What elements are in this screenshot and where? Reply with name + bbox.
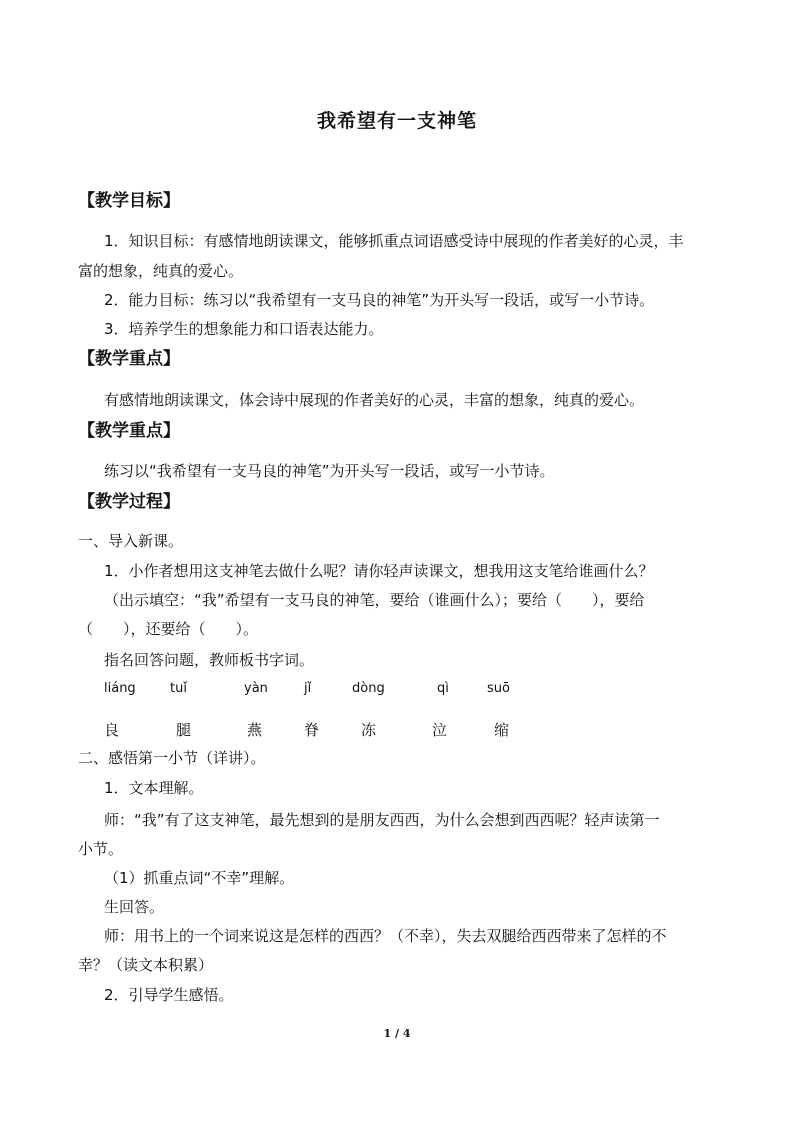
pinyin-ji: jǐ — [304, 681, 312, 696]
page-number: 1 / 4 — [383, 1027, 411, 1040]
document-title: 我希望有一支神笔 — [316, 110, 477, 132]
goal-1-line-2: 富的想象，纯真的爱心。 — [78, 262, 244, 280]
hanzi-yan: 燕 — [247, 721, 263, 739]
pinyin-qi: qì — [437, 681, 449, 696]
hanzi-qi: 泣 — [432, 721, 448, 739]
part-2-item-1: 1．文本理解。 — [104, 779, 204, 797]
hanzi-dong: 冻 — [361, 721, 377, 739]
part-2-sub-1: （1）抓重点词“不幸”理解。 — [104, 869, 295, 887]
heading-key-points-2: 【教学重点】 — [78, 421, 180, 441]
goal-2: 2．能力目标：练习以“我希望有一支马良的神笔”为开头写一段话，或写一小节诗。 — [104, 291, 655, 309]
part-1-fill-line-2: （ ），还要给（ ）。 — [78, 620, 259, 638]
pinyin-dong: dòng — [352, 681, 385, 696]
pinyin-liang: liáng — [104, 681, 136, 696]
hanzi-liang: 良 — [104, 721, 120, 739]
heading-teaching-process: 【教学过程】 — [78, 492, 180, 512]
part-1-fill-line-1: （出示填空：“我”希望有一支马良的神笔，要给（谁画什么）；要给（ ），要给 — [104, 591, 645, 609]
part-2-item-2: 2．引导学生感悟。 — [104, 986, 234, 1004]
pinyin-suo: suō — [487, 681, 510, 696]
part-2-student-answer: 生回答。 — [104, 898, 165, 916]
part-1-question: 1．小作者想用这支神笔去做什么呢？请你轻声读课文，想我用这支笔给谁画什么？ — [104, 562, 654, 580]
part-2-title: 二、感悟第一小节（详讲）。 — [78, 749, 266, 767]
heading-key-points-1: 【教学重点】 — [78, 349, 180, 369]
key-points-1-text: 有感情地朗读课文，体会诗中展现的作者美好的心灵，丰富的想象，纯真的爱心。 — [104, 391, 645, 409]
hanzi-ji: 脊 — [304, 721, 320, 739]
heading-teaching-goals: 【教学目标】 — [78, 191, 180, 211]
hanzi-suo: 缩 — [494, 721, 510, 739]
part-2-teacher-1-line-1: 师：“我”有了这支神笔，最先想到的是朋友西西，为什么会想到西西呢？轻声读第一 — [104, 811, 660, 829]
goal-1-line-1: 1．知识目标：有感情地朗读课文，能够抓重点词语感受诗中展现的作者美好的心灵，丰 — [104, 232, 684, 250]
goal-3: 3．培养学生的想象能力和口语表达能力。 — [104, 320, 384, 338]
hanzi-tui: 腿 — [176, 721, 192, 739]
part-2-teacher-2-line-2: 幸？（读文本积累） — [78, 956, 214, 974]
part-2-teacher-2-line-1: 师：用书上的一个词来说这是怎样的西西？（不幸），失去双腿给西西带来了怎样的不 — [104, 927, 667, 945]
part-1-title: 一、导入新课。 — [78, 532, 184, 550]
part-2-teacher-1-line-2: 小节。 — [78, 840, 124, 858]
part-1-answer: 指名回答问题，教师板书字词。 — [104, 651, 315, 669]
pinyin-tui: tuǐ — [170, 681, 187, 696]
pinyin-yan: yàn — [244, 681, 268, 696]
key-points-2-text: 练习以“我希望有一支马良的神笔”为开头写一段话，或写一小节诗。 — [104, 462, 555, 480]
